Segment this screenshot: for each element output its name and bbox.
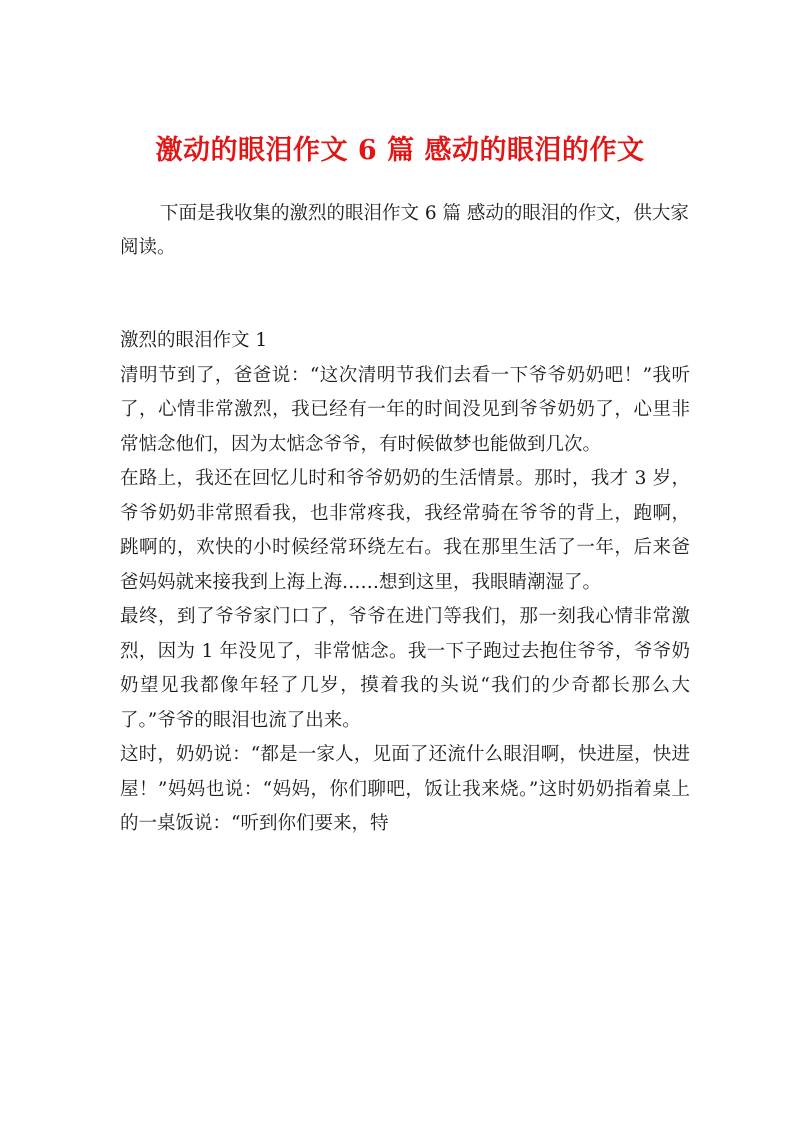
paragraph-1: 清明节到了，爸爸说：“这次清明节我们去看一下爷爷奶奶吧！”我听了，心情非常激烈，我已经有一年的时间没见到爷爷奶奶了，心里非常惦念他们，因为太惦念爷爷，有时候做梦也能做到几次。 <box>120 364 690 455</box>
intro-paragraph: 下面是我收集的激烈的眼泪作文 6 篇 感动的眼泪的作文，供大家阅读。 <box>120 203 689 258</box>
document-title: 激动的眼泪作文 6 篇 感动的眼泪的作文 <box>155 135 645 166</box>
paragraph-2: 在路上，我还在回忆儿时和爷爷奶奶的生活情景。那时，我才 3 岁，爷爷奶奶非常照看我，也非常疼我，我经常骑在爷爷的背上，跑啊，跳啊的，欢快的小时候经常环绕左右。我在那里生活了一年，后来爸爸妈妈就来接我到上海上海……想到这里，我眼睛潮湿了。 <box>120 468 690 593</box>
paragraph-3: 最终，到了爷爷家门口了，爷爷在进门等我们，那一刻我心情非常激烈，因为 1 年没见了，非常惦念。我一下子跑过去抱住爷爷，爷爷奶奶望见我都像年轻了几岁，摸着我的头说“我们的少奇都长那么大了。”爷爷的眼泪也流了出来。 <box>120 606 690 731</box>
section-heading: 激烈的眼泪作文 1 <box>120 330 268 351</box>
paragraph-4: 这时，奶奶说：“都是一家人，见面了还流什么眼泪啊，快进屋，快进屋！”妈妈也说：“妈妈，你们聊吧，饭让我来烧。”这时奶奶指着桌上的一桌饭说：“听到你们要来，特 <box>120 744 690 834</box>
essay-body <box>120 324 690 842</box>
